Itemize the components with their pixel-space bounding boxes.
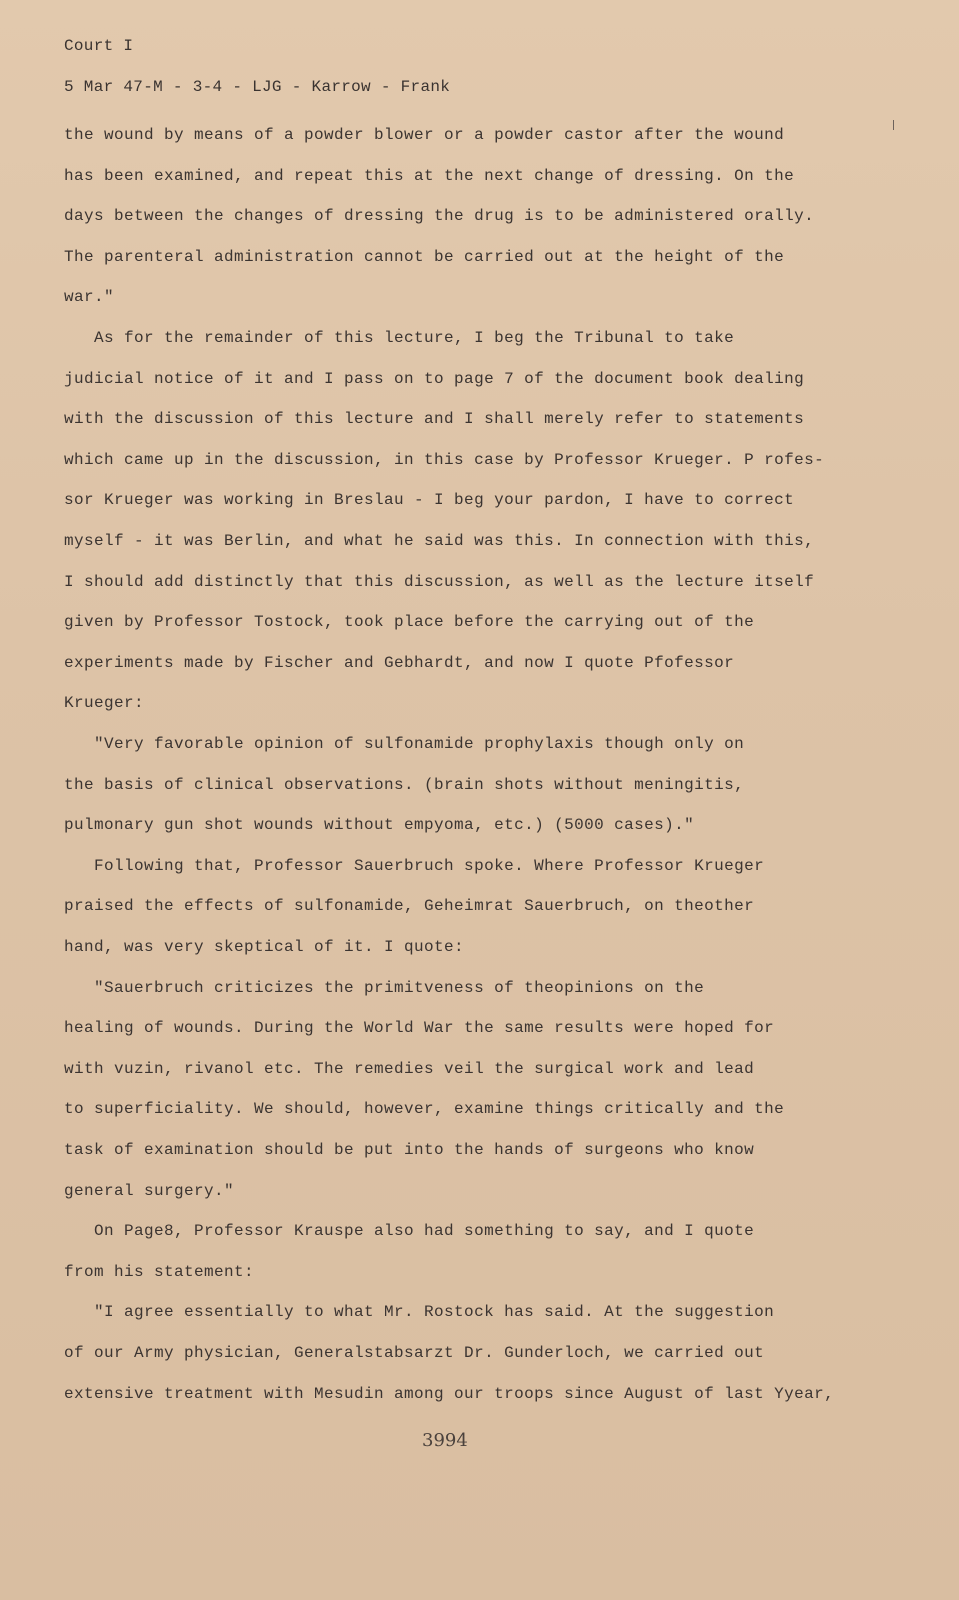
text-line: "Sauerbruch criticizes the primitveness of theopinions on the: [64, 978, 705, 997]
text-line: hand, was very skeptical of it. I quote:: [64, 938, 465, 956]
text-line: extensive treatment with Mesudin among our troops since August of last Yyear,: [64, 1384, 835, 1403]
text-line: war.": [64, 288, 115, 307]
text-line: experiments made by Fischer and Gebhardt, and now I quote Pfofessor: [64, 653, 735, 672]
text-line: I should add distinctly that this discussion, as well as the lecture itself: [64, 572, 815, 591]
text-line: task of examination should be put into the hands of surgeons who know: [64, 1141, 755, 1159]
page-number: 3994: [422, 1430, 468, 1451]
court-label: Court I: [64, 37, 134, 55]
text-line: Krueger:: [64, 694, 145, 713]
text-line: As for the remainder of this lecture, I beg the Tribunal to take: [64, 329, 735, 347]
text-line: has been examined, and repeat this at the next change of dressing. On the: [64, 166, 795, 185]
text-line: the basis of clinical observations. (brain shots without meningitis,: [64, 775, 745, 794]
text-line: praised the effects of sulfonamide, Geheimrat Sauerbruch, on theother: [64, 897, 755, 916]
text-line: "I agree essentially to what Mr. Rostock has said. At the suggestion: [64, 1303, 775, 1322]
text-line: judicial notice of it and I pass on to page 7 of the document book dealing: [64, 369, 805, 388]
text-line: myself - it was Berlin, and what he said was this. In connection with this,: [64, 532, 815, 550]
text-line: from his statement:: [64, 1262, 255, 1281]
text-line: healing of wounds. During the World War the same results were hoped for: [64, 1019, 775, 1038]
text-line: Following that, Professor Sauerbruch spoke. Where Professor Krueger: [64, 856, 765, 875]
margin-mark: [893, 120, 894, 130]
text-line: which came up in the discussion, in this case by Professor Krueger. P rofes-: [64, 450, 825, 469]
text-line: of our Army physician, Generalstabsarzt Dr. Gunderloch, we carried out: [64, 1344, 765, 1362]
text-line: On Page8, Professor Krauspe also had something to say, and I quote: [64, 1222, 755, 1241]
text-line: days between the changes of dressing the drug is to be administered orally.: [64, 207, 815, 226]
text-line: given by Professor Tostock, took place before the carrying out of the: [64, 613, 755, 632]
date-reference-line: 5 Mar 47-M - 3-4 - LJG - Karrow - Frank: [64, 78, 451, 96]
text-line: pulmonary gun shot wounds without empyoma, etc.) (5000 cases).": [64, 816, 695, 835]
text-line: general surgery.": [64, 1181, 235, 1200]
text-line: sor Krueger was working in Breslau - I beg your pardon, I have to correct: [64, 491, 795, 510]
text-line: the wound by means of a powder blower or a powder castor after the wound: [64, 126, 785, 144]
text-line: to superficiality. We should, however, examine things critically and the: [64, 1100, 785, 1119]
text-line: "Very favorable opinion of sulfonamide prophylaxis though only on: [64, 735, 745, 753]
text-line: The parenteral administration cannot be carried out at the height of the: [64, 247, 785, 266]
text-line: with vuzin, rivanol etc. The remedies veil the surgical work and lead: [64, 1059, 755, 1078]
text-line: with the discussion of this lecture and I shall merely refer to statements: [64, 410, 805, 429]
